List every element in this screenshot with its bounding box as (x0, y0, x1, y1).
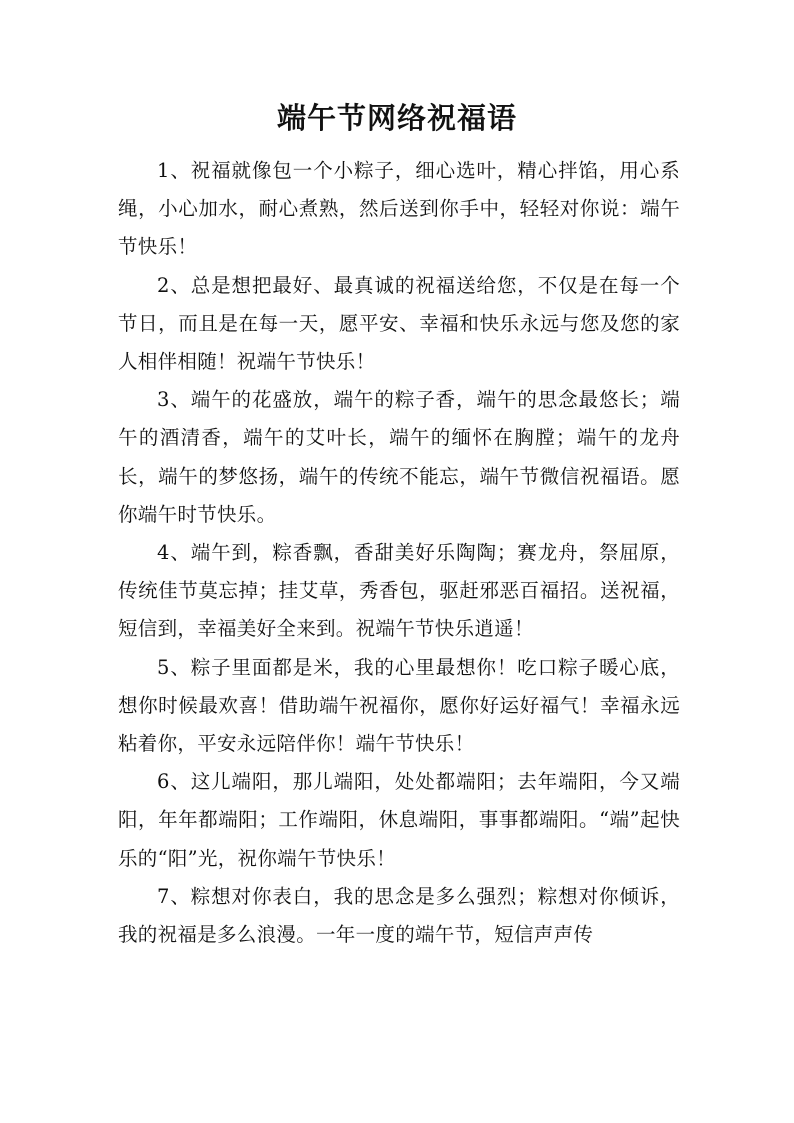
paragraph-6: 6、这儿端阳，那儿端阳，处处都端阳；去年端阳，今又端阳，年年都端阳；工作端阳，休息端阳，事事都端阳。“端”起快乐的“阳”光，祝你端午节快乐！ (118, 770, 680, 870)
document-title: 端午节网络祝福语 (276, 101, 517, 135)
paragraph-3: 3、端午的花盛放，端午的粽子香，端午的思念最悠长；端午的酒清香，端午的艾叶长，端午的缅怀在胸膛；端午的龙舟长，端午的梦悠扬，端午的传统不能忘，端午节微信祝福语。愿你端午时节快乐。 (118, 388, 680, 526)
paragraph-7: 7、粽想对你表白，我的思念是多么强烈；粽想对你倾诉，我的祝福是多么浪漫。一年一度的端午节，短信声声传 (118, 884, 680, 947)
paragraph-5: 5、粽子里面都是米，我的心里最想你！吃口粽子暖心底，想你时候最欢喜！借助端午祝福你，愿你好运好福气！幸福永远粘着你，平安永远陪伴你！端午节快乐！ (118, 655, 680, 756)
document-body (118, 152, 680, 954)
paragraph-1: 1、祝福就像包一个小粽子，细心选叶，精心拌馅，用心系绳，小心加水，耐心煮熟，然后送到你手中，轻轻对你说：端午节快乐！ (118, 159, 680, 259)
paragraph-2: 2、总是想把最好、最真诚的祝福送给您，不仅是在每一个节日，而且是在每一天，愿平安、幸福和快乐永远与您及您的家人相伴相随！祝端午节快乐！ (118, 273, 680, 374)
paragraph-4: 4、端午到，粽香飘，香甜美好乐陶陶；赛龙舟，祭屈原，传统佳节莫忘掉；挂艾草，秀香包，驱赶邪恶百福招。送祝福，短信到，幸福美好全来到。祝端午节快乐逍遥！ (118, 541, 680, 641)
